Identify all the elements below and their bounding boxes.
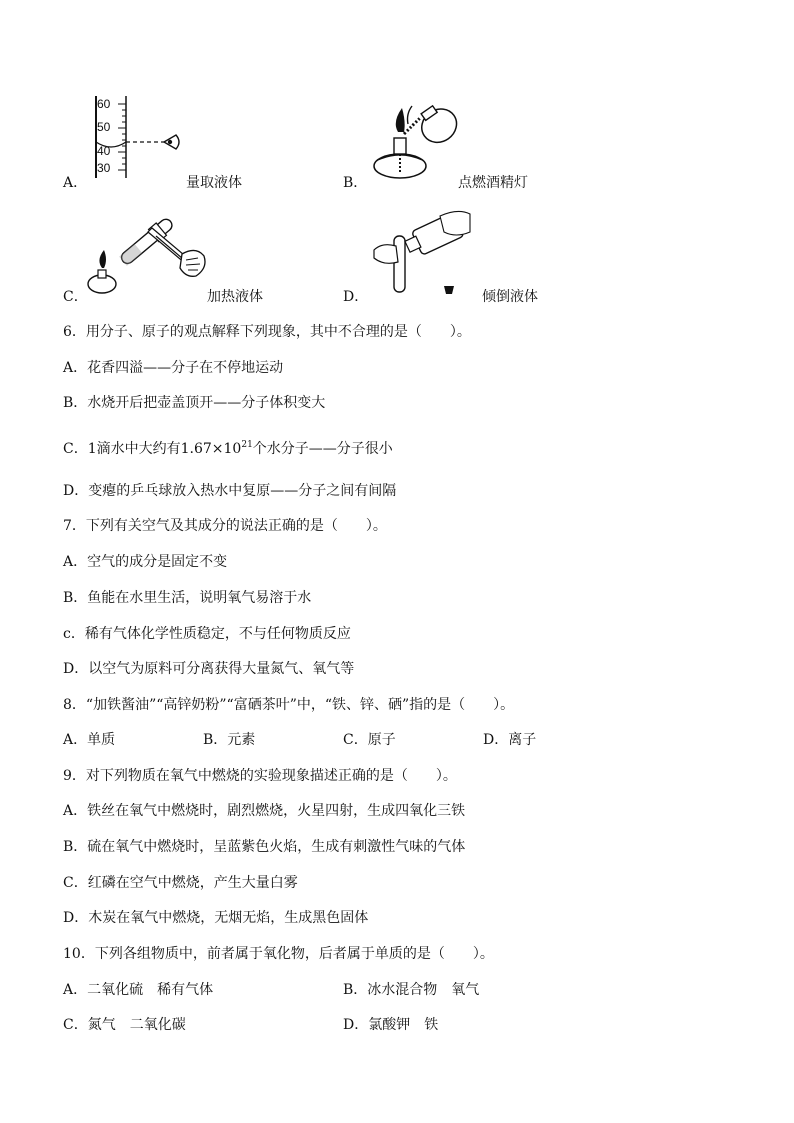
question-10-option-a: A．二氧化硫 稀有气体 bbox=[63, 982, 214, 998]
option-c-prefix: C．1滴水中大约有 bbox=[63, 441, 181, 457]
option-d-letter: D． bbox=[343, 289, 369, 305]
option-b-letter: B． bbox=[343, 175, 368, 191]
scientific-number: 1.67×10 bbox=[180, 441, 242, 457]
scientific-exponent: 21 bbox=[241, 440, 253, 450]
option-b-caption: 点燃酒精灯 bbox=[458, 175, 528, 191]
option-a-caption: 量取液体 bbox=[186, 175, 242, 191]
question-8-option-a: A．单质 bbox=[63, 732, 116, 748]
question-10-option-c: C．氮气 二氧化碳 bbox=[63, 1017, 186, 1033]
question-6-option-a: A．花香四溢——分子在不停地运动 bbox=[63, 360, 284, 376]
question-8-option-c: C．原子 bbox=[343, 732, 396, 748]
question-7-option-b: B．鱼能在水里生活，说明氧气易溶于水 bbox=[63, 590, 312, 606]
question-6-option-d: D．变瘪的乒乓球放入热水中复原——分子之间有间隔 bbox=[63, 483, 397, 499]
scale-label-40: 40 bbox=[97, 144, 111, 158]
question-9-option-b: B．硫在氧气中燃烧时，呈蓝紫色火焰，生成有刺激性气味的气体 bbox=[63, 839, 466, 855]
option-d-caption: 倾倒液体 bbox=[482, 289, 538, 305]
alcohol-lamp-figure bbox=[368, 94, 468, 182]
question-9-option-c: C．红磷在空气中燃烧，产生大量白雾 bbox=[63, 875, 298, 891]
question-9-option-a: A．铁丝在氧气中燃烧时，剧烈燃烧，火星四射，生成四氧化三铁 bbox=[63, 803, 466, 819]
question-10-option-b: B．冰水混合物 氧气 bbox=[343, 982, 480, 998]
question-8-option-d: D．离子 bbox=[483, 732, 537, 748]
question-8-stem: 8．“加铁酱油”“高锌奶粉”“富硒茶叶”中，“铁、锌、硒”指的是（ ）。 bbox=[63, 697, 515, 713]
question-9-stem: 9．对下列物质在氧气中燃烧的实验现象描述正确的是（ ）。 bbox=[63, 768, 457, 784]
question-6-stem: 6．用分子、原子的观点解释下列现象，其中不合理的是（ ）。 bbox=[63, 324, 471, 340]
question-7-option-a: A．空气的成分是固定不变 bbox=[63, 554, 228, 570]
question-10-option-d: D．氯酸钾 铁 bbox=[343, 1017, 439, 1033]
option-c-suffix: 个水分子——分子很小 bbox=[252, 441, 393, 457]
scale-label-30: 30 bbox=[97, 161, 111, 175]
scale-label-60: 60 bbox=[97, 97, 111, 111]
option-c-letter: C． bbox=[63, 289, 88, 305]
question-7-option-c: c．稀有气体化学性质稳定，不与任何物质反应 bbox=[63, 626, 351, 642]
pouring-liquid-figure bbox=[370, 206, 480, 300]
question-7-stem: 7．下列有关空气及其成分的说法正确的是（ ）。 bbox=[63, 518, 387, 534]
question-6-option-b: B．水烧开后把壶盖顶开——分子体积变大 bbox=[63, 395, 326, 411]
heating-liquid-figure bbox=[86, 202, 210, 300]
question-6-option-c bbox=[63, 438, 393, 458]
question-7-option-d: D．以空气为原料可分离获得大量氮气、氧气等 bbox=[63, 661, 355, 677]
question-9-option-d: D．木炭在氧气中燃烧，无烟无焰，生成黑色固体 bbox=[63, 910, 369, 926]
option-a-letter: A． bbox=[63, 175, 88, 191]
option-c-caption: 加热液体 bbox=[207, 289, 263, 305]
question-10-stem: 10．下列各组物质中，前者属于氧化物，后者属于单质的是（ ）。 bbox=[63, 946, 494, 962]
question-8-option-b: B．元素 bbox=[203, 732, 256, 748]
scale-label-50: 50 bbox=[97, 120, 111, 134]
